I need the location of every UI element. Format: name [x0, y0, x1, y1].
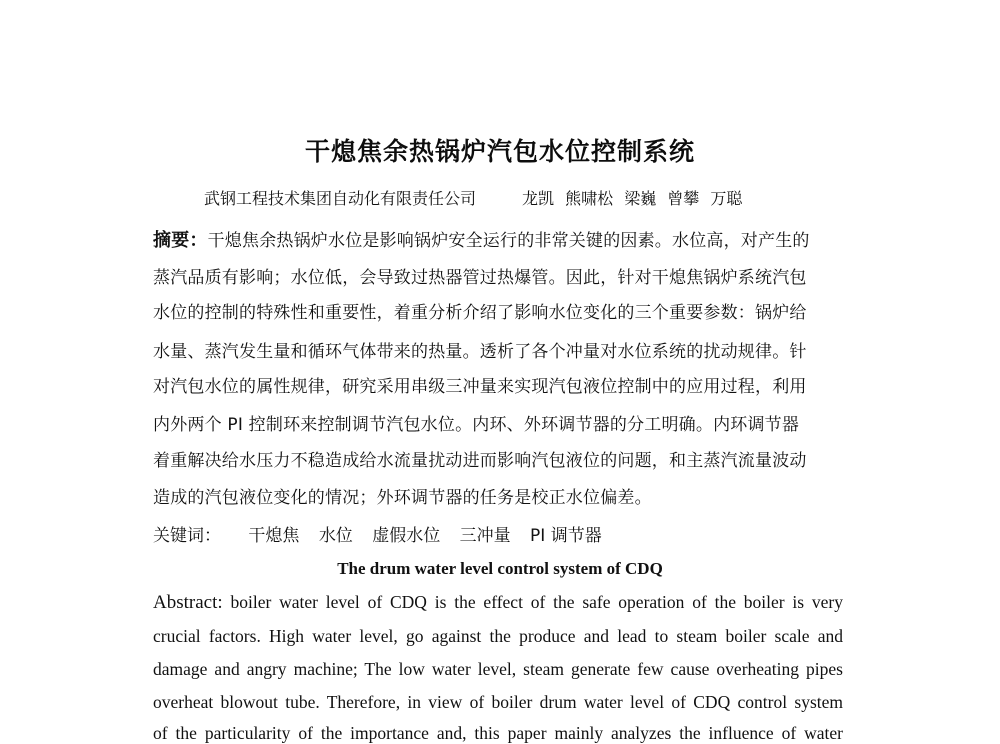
english-abstract-line: of the particularity of the importance and, this paper mainly analyzes the influence of water: [153, 723, 843, 743]
english-abstract-line: crucial factors. High water level, go against the produce and lead to steam boiler scale and: [153, 626, 843, 646]
keyword: 三冲量: [459, 526, 511, 546]
abstract-line: 水量、蒸汽发生量和循环气体带来的热量。透析了各个冲量对水位系统的扰动规律。针: [153, 342, 807, 362]
keyword: 虚假水位: [372, 526, 441, 546]
abstract-line: [153, 226, 843, 252]
english-abstract-label: Abstract:: [153, 592, 223, 613]
keyword: PI 调节器: [530, 526, 602, 546]
abstract-label: 摘要：: [153, 230, 208, 251]
keywords-label: 关键词：: [153, 526, 221, 546]
abstract-line: 对汽包水位的属性规律，研究采用串级三冲量来实现汽包液位控制中的应用过程，利用: [153, 377, 807, 397]
keywords-line: [153, 521, 616, 546]
english-abstract-text: boiler water level of CDQ is the effect of the safe operation of the boiler is very: [230, 592, 843, 612]
abstract-line: 蒸汽品质有影响；水位低，会导致过热器管过热爆管。因此，针对干熄焦锅炉系统汽包: [153, 268, 807, 288]
authors: 龙凯 熊啸松 梁巍 曾攀 万聪: [522, 189, 743, 208]
abstract-line: 着重解决给水压力不稳造成给水流量扰动进而影响汽包液位的问题，和主蒸汽流量波动: [153, 451, 807, 471]
english-abstract-line: [153, 592, 843, 614]
english-abstract-line: overheat blowout tube. Therefore, in view of boiler drum water level of CDQ control system: [153, 692, 843, 712]
affiliation-line: [204, 186, 742, 209]
english-abstract-line: damage and angry machine; The low water level, steam generate few cause overheating pipes: [153, 659, 843, 679]
abstract-text: 干熄焦余热锅炉水位是影响锅炉安全运行的非常关键的因素。水位高，对产生的: [207, 231, 810, 251]
paper-title: 干熄焦余热锅炉汽包水位控制系统: [304, 137, 695, 166]
abstract-line: 水位的控制的特殊性和重要性，着重分析介绍了影响水位变化的三个重要参数：锅炉给: [153, 303, 807, 323]
keyword: 水位: [318, 526, 353, 546]
organization: 武钢工程技术集团自动化有限责任公司: [204, 189, 477, 208]
abstract-line: 造成的汽包液位变化的情况；外环调节器的任务是校正水位偏差。: [153, 488, 652, 508]
abstract-line: 内外两个 PI 控制环来控制调节汽包水位。内环、外环调节器的分工明确。内环调节器: [153, 415, 800, 435]
english-title: The drum water level control system of CDQ: [337, 559, 663, 578]
keyword: 干熄焦: [248, 526, 300, 546]
